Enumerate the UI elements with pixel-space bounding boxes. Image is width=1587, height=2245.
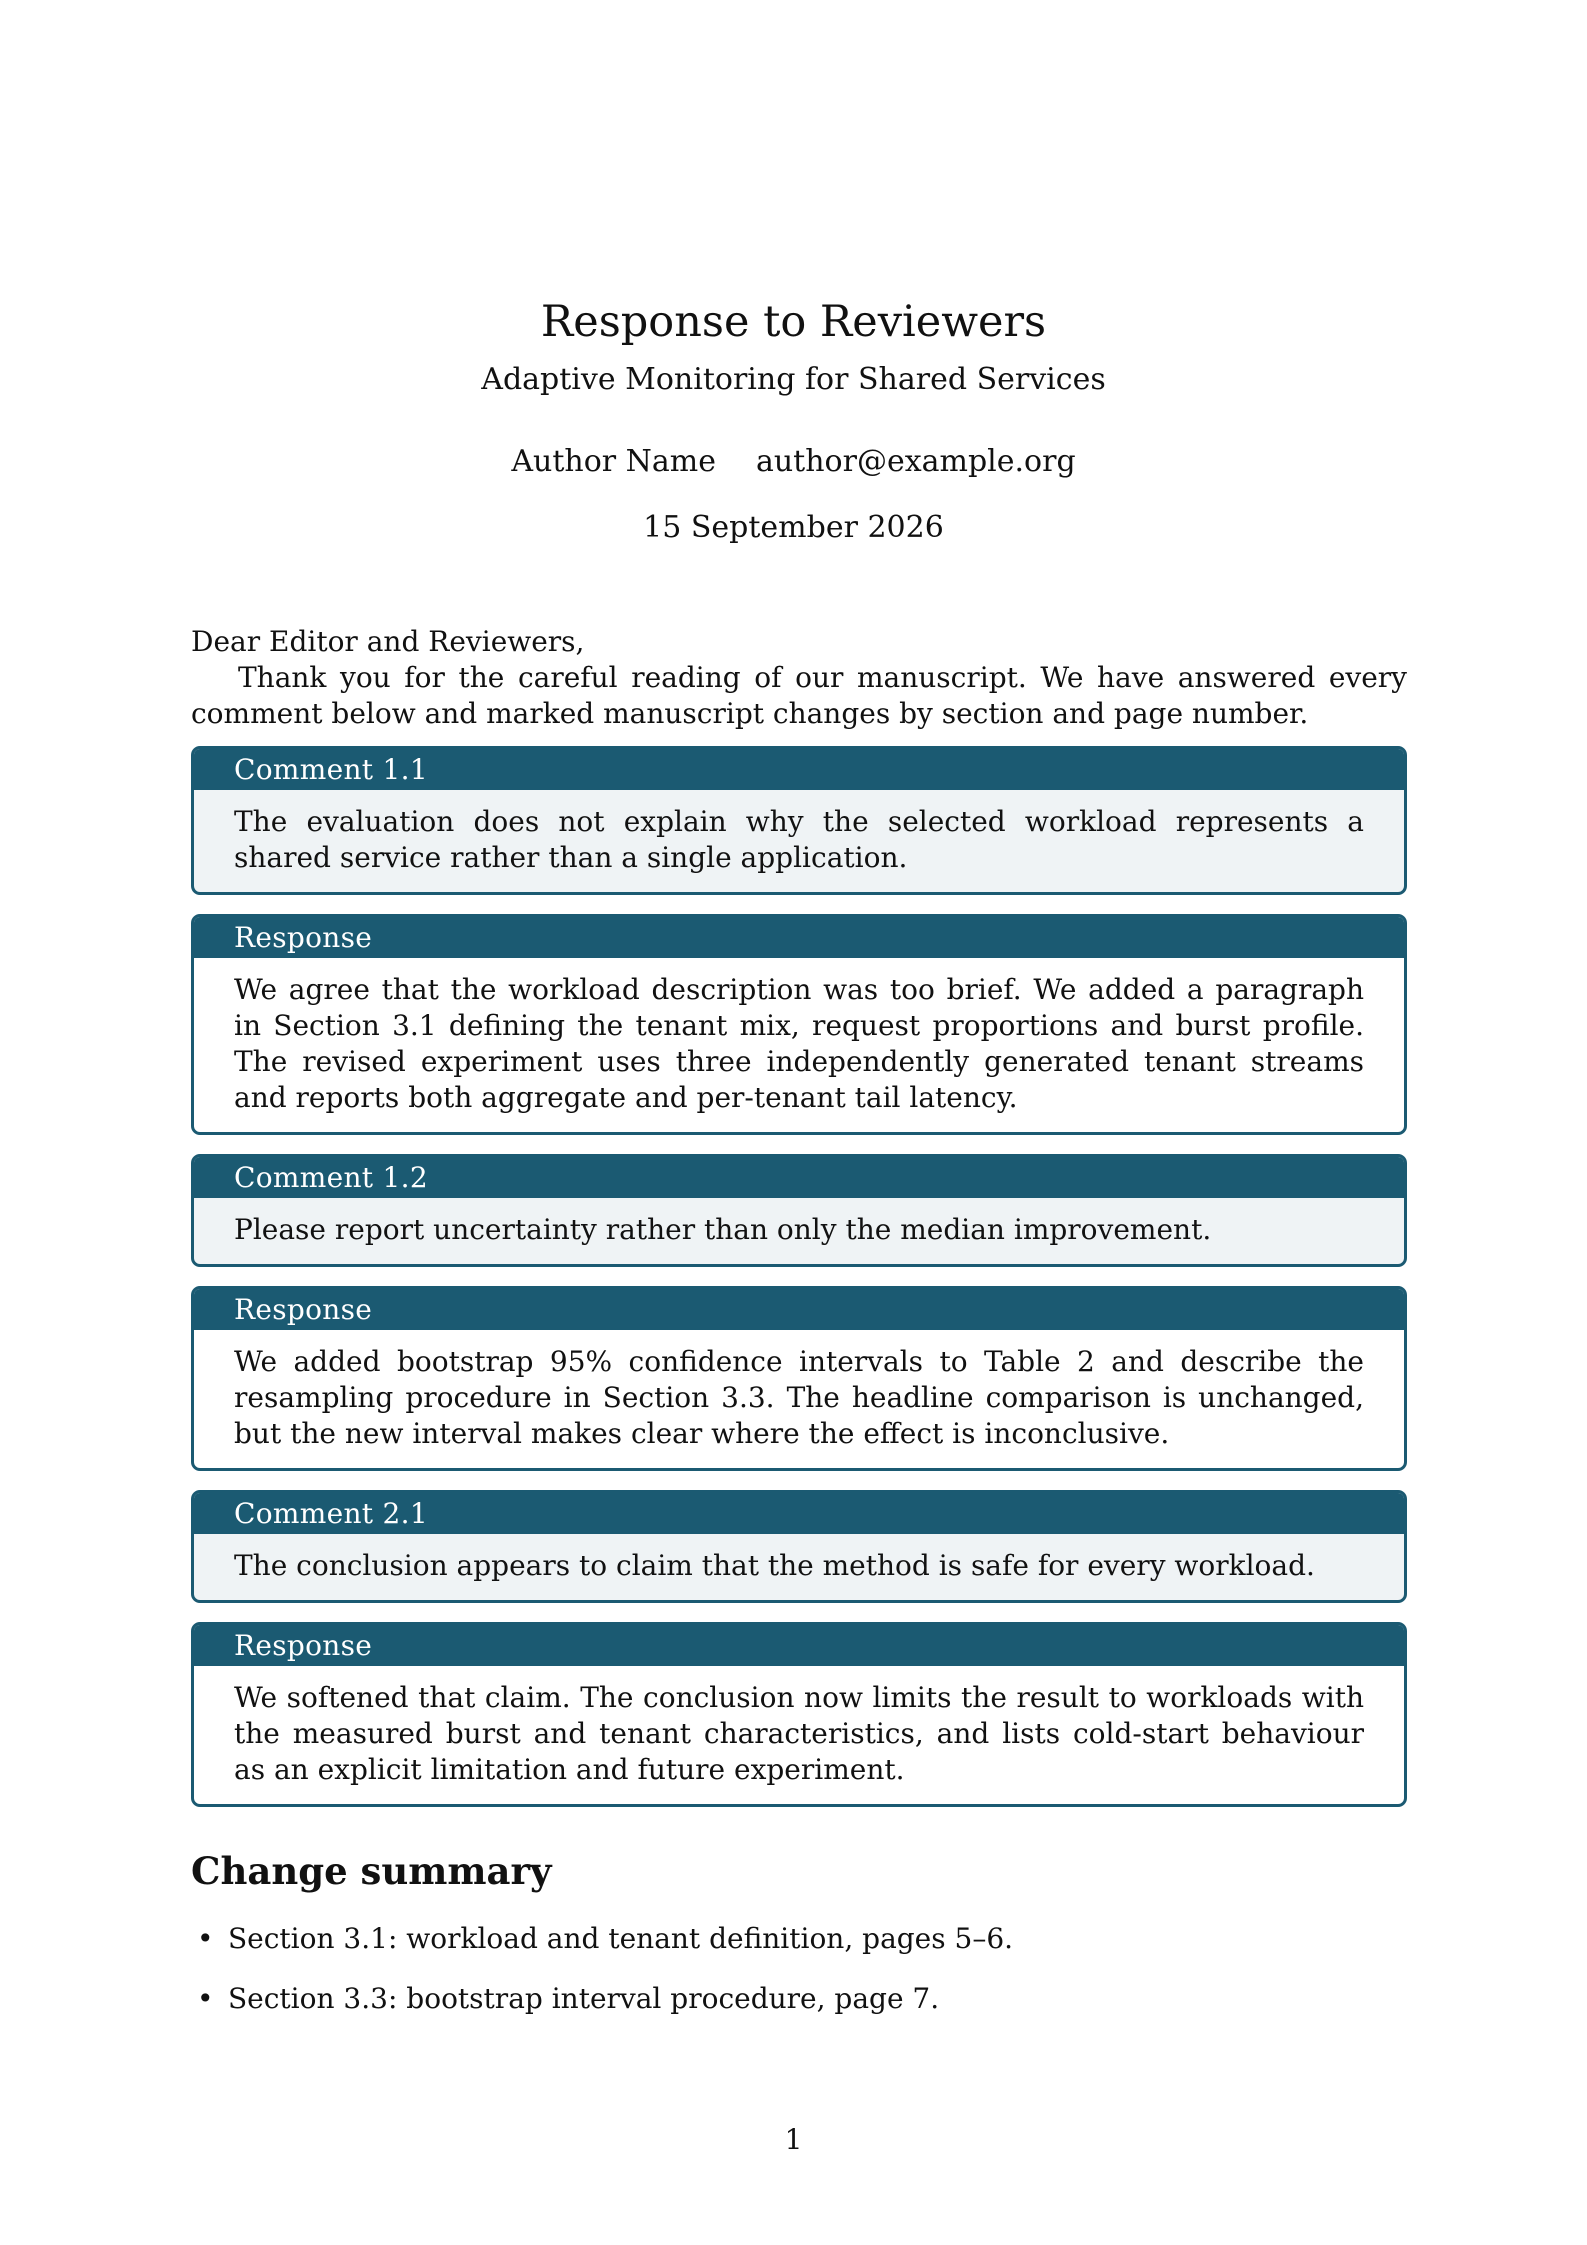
response-label: Response — [194, 1625, 1404, 1666]
response-box — [191, 1622, 1407, 1807]
comment-text: The evaluation does not explain why the selected workload represents a shared service rather than a single application. — [234, 805, 1364, 874]
letter-body — [191, 624, 1407, 2041]
response-text: We agree that the workload description was too brief. We added a paragraph in Section 3.1 defining the tenant mix, request proportions and burst profile. The revised experiment uses three independently generated tenant streams and reports both aggregate and per-tenant tail latency. — [234, 973, 1364, 1114]
comment-label: Comment 1.2 — [194, 1157, 1404, 1198]
author-line — [0, 442, 1587, 482]
list-item — [191, 1921, 1407, 1957]
comment-text: Please report uncertainty rather than only the median improvement. — [234, 1213, 1212, 1246]
comment-text: The conclusion appears to claim that the method is safe for every workload. — [234, 1549, 1315, 1582]
response-label: Response — [194, 1289, 1404, 1330]
response-text: We added bootstrap 95% confidence intervals to Table 2 and describe the resampling procedure in Section 3.3. The headline comparison is unchanged, but the new interval makes clear where the effect is inconclusive. — [234, 1345, 1364, 1450]
intro-paragraph: Thank you for the careful reading of our manuscript. We have answered every comment below and marked manuscript changes by section and page number. — [191, 661, 1407, 730]
salutation: Dear Editor and Reviewers, — [191, 625, 585, 658]
document-date: 15 September 2026 — [643, 510, 944, 545]
change-item-text: Section 3.1: workload and tenant definition, pages 5–6. — [228, 1922, 1014, 1955]
author-email: author@example.org — [755, 444, 1076, 479]
section-heading-change-summary: Change summary — [191, 1849, 552, 1893]
page-title: Response to Reviewers — [540, 297, 1047, 347]
list-item — [191, 1981, 1407, 2017]
page-number: 1 — [784, 2123, 803, 2156]
comment-label: Comment 2.1 — [194, 1493, 1404, 1534]
bullet-icon: • — [197, 1922, 214, 1955]
comment-label: Comment 1.1 — [194, 749, 1404, 790]
comment-box — [191, 1154, 1407, 1267]
comment-box — [191, 1490, 1407, 1603]
response-text: We softened that claim. The conclusion now limits the result to workloads with the measured burst and tenant characteristics, and lists cold-start behaviour as an explicit limitation and future experiment. — [234, 1681, 1364, 1786]
response-label: Response — [194, 917, 1404, 958]
change-list — [191, 1921, 1407, 2017]
comment-box — [191, 746, 1407, 895]
author-name: Author Name — [511, 444, 716, 479]
response-box — [191, 914, 1407, 1135]
change-item-text: Section 3.3: bootstrap interval procedure, page 7. — [228, 1982, 940, 2015]
page-subtitle: Adaptive Monitoring for Shared Services — [481, 362, 1106, 397]
bullet-icon: • — [197, 1982, 214, 2015]
response-box — [191, 1286, 1407, 1471]
